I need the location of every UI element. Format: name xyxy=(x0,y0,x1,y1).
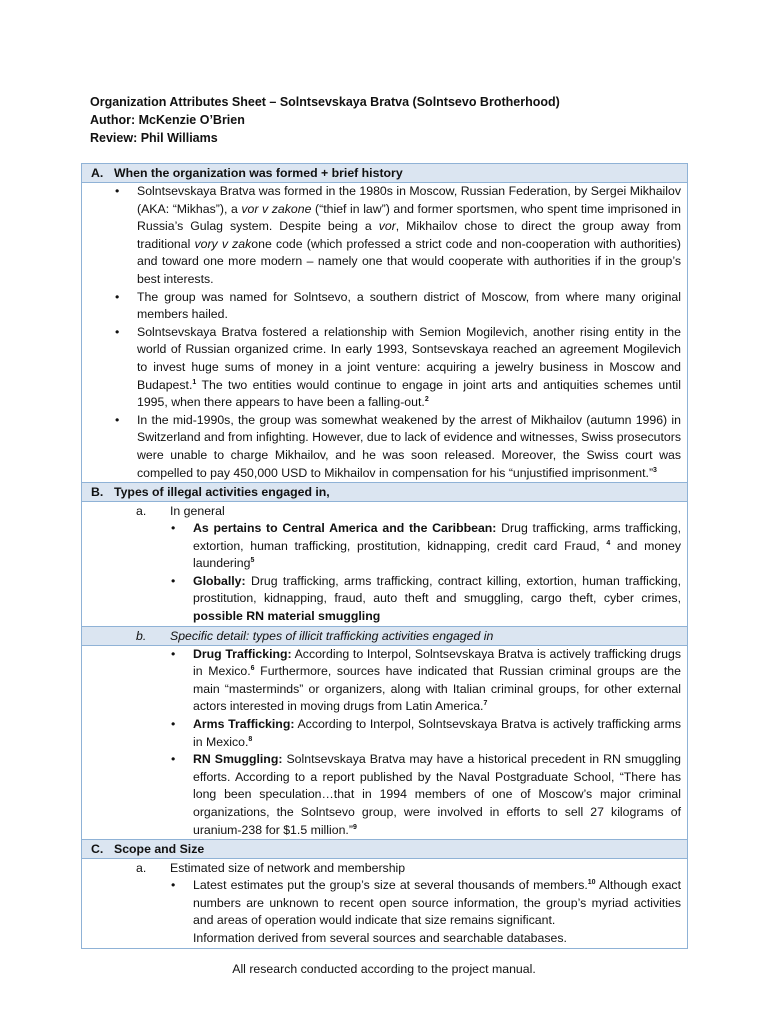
bold-lead: Arms Trafficking: xyxy=(193,717,295,732)
subsection-letter: b. xyxy=(136,628,147,643)
text-span: , Mikhailov chose to direct the group away from traditional xyxy=(137,219,681,251)
footnote-ref: 10 xyxy=(587,879,596,887)
list-item-membership xyxy=(82,877,687,930)
list-item-arrest xyxy=(82,412,687,482)
section-b-letter: B. xyxy=(91,485,104,500)
section-a-title: When the organization was formed + brief history xyxy=(114,166,403,180)
bold-lead: Drug Trafficking: xyxy=(193,646,292,661)
footnote-ref: 7 xyxy=(483,700,488,708)
attributes-table xyxy=(81,163,688,949)
list-item-arms-trafficking xyxy=(82,716,687,751)
text-span: The two entities would continue to engage in joint arts and antiquities schemes until 1995, when there appears to have been a falling-out. xyxy=(137,377,681,410)
section-c-title: Scope and Size xyxy=(114,842,205,857)
subsection-title: Estimated size of network and membership xyxy=(170,861,406,876)
subsection-title: Specific detail: types of illicit trafficking activities engaged in xyxy=(170,628,494,643)
document-reviewer: Review: Phil Williams xyxy=(90,131,218,145)
text-span: Although exact numbers are unknown to recent open source information, the group’s myriad activities and areas of operation would indicate that size remains significant. xyxy=(193,878,682,928)
section-c-header xyxy=(82,839,687,859)
italic-term: vor xyxy=(378,219,396,234)
footnote-ref: 5 xyxy=(250,557,255,565)
footnote-ref: 9 xyxy=(352,823,357,831)
section-c-letter: C. xyxy=(91,842,104,857)
page-footer: All research conducted according to the project manual. xyxy=(232,962,536,976)
bold-lead: RN Smuggling: xyxy=(193,752,283,767)
list-item-central-america xyxy=(82,520,687,573)
subsection-c-a xyxy=(82,859,687,877)
text-span: In the mid-1990s, the group was somewhat weakened by the arrest of Mikhailov (autumn 1996) in Switzerland and from infighting. However, due to lack of evidence and witnesses, Swiss prosecutors were unable to charge Mikhailov, and he was soon released. Moreover, the Swiss court was compelled to pay 450,000 USD to Mikhailov in compensation for his “unjustified imprisonment.” xyxy=(137,412,681,480)
footnote-ref: 6 xyxy=(250,665,255,673)
text-span: Solntsevskaya Bratva was formed in the 1980s in Moscow, Russian Federation, by Sergei Mikhailov (AKA: “Mikhas”), a xyxy=(137,184,681,216)
list-item-rn-smuggling xyxy=(82,751,687,839)
subsection-c-a-list xyxy=(82,877,687,930)
subsection-letter: a. xyxy=(136,504,147,519)
section-a-header xyxy=(82,164,687,183)
text-span: Solntsevskaya Bratva may have a historical precedent in RN smuggling efforts. According to a report published by the Naval Postgraduate School, “There has long been speculation…that in 1994 members of one of Moscow’s major criminal organizations, the Solntsevo group, were involved in efforts to sell 27 kilograms of uranium-238 for $1.5 million.” xyxy=(193,752,681,837)
text-span: Latest estimates put the group’s size at several thousands of members. xyxy=(193,878,588,893)
section-a-letter: A. xyxy=(91,166,104,180)
section-b-title: Types of illegal activities engaged in, xyxy=(114,485,330,500)
text-span: According to Interpol, Solntsevskaya Bratva is actively trafficking drugs in Mexico. xyxy=(193,646,682,679)
text-span: and money laundering xyxy=(193,538,681,571)
bold-lead: Globally: xyxy=(193,573,246,588)
subsection-b-b-list xyxy=(82,646,687,840)
document-title: Organization Attributes Sheet – Solntsevskaya Bratva (Solntsevo Brotherhood) xyxy=(90,95,560,109)
footnote-ref: 1 xyxy=(192,378,197,386)
text-span: (“thief in law”) and former sportsmen, who spent time imprisoned in Russia’s Gulag system. Despite being a xyxy=(137,201,681,234)
text-span: one code (which professed a strict code and non-cooperation with authorities) and toward one more modern – namely one that would cooperate with authorities if in the group’s best interests. xyxy=(137,236,681,286)
list-item-drug-trafficking xyxy=(82,646,687,716)
subsection-title: In general xyxy=(170,504,225,519)
source-note: Information derived from several sources and searchable databases. xyxy=(193,930,567,945)
text-span: Solntsevskaya Bratva fostered a relationship with Semion Mogilevich, another rising entity in the world of Russian organized crime. In early 1993, Sontsevskaya reached an agreement Mogilevich to invest huge sums of money in a joint venture: acquiring a jewelry business in Moscow and Budapest. xyxy=(137,324,681,392)
list-item-naming: • The group was named for Solntsevo, a southern district of Moscow, from where many original members hailed. xyxy=(82,289,687,324)
italic-term: vory v zak xyxy=(194,236,252,251)
subsection-b-b xyxy=(82,626,687,646)
text-span: Drug trafficking, arms trafficking, contract killing, extortion, human trafficking, prostitution, kidnapping, fraud, auto theft and smuggling, cargo theft, cyber crimes, xyxy=(193,573,681,606)
section-a-list xyxy=(82,183,687,482)
italic-term: vor v zakone xyxy=(241,201,312,216)
list-item-globally xyxy=(82,573,687,626)
text-span: Drug trafficking, arms trafficking, extortion, human trafficking, prostitution, kidnapping, credit card Fraud, xyxy=(193,521,681,553)
list-item-formation xyxy=(82,183,687,289)
list-item-mogilevich xyxy=(82,324,687,412)
bold-tail: possible RN material smuggling xyxy=(193,609,381,624)
footnote-ref: 8 xyxy=(248,735,253,743)
footnote-ref: 4 xyxy=(606,539,611,547)
footnote-ref: 3 xyxy=(653,466,657,474)
text-span: According to Interpol, Solntsevskaya Bratva is actively trafficking arms in Mexico. xyxy=(193,717,681,749)
footnote-ref: 2 xyxy=(424,396,429,404)
document-header xyxy=(90,93,560,147)
text-span: Furthermore, sources have indicated that Russian criminal groups are the main “masterminds” or organizers, along with Italian criminal groups, for other external actors interested in moving drugs from Latin America. xyxy=(193,664,681,714)
document-author: Author: McKenzie O’Brien xyxy=(90,113,245,127)
bold-lead: As pertains to Central America and the Caribbean: xyxy=(193,521,497,536)
subsection-b-a xyxy=(82,502,687,520)
section-b-header xyxy=(82,482,687,502)
subsection-letter: a. xyxy=(136,861,147,876)
subsection-b-a-list xyxy=(82,520,687,626)
